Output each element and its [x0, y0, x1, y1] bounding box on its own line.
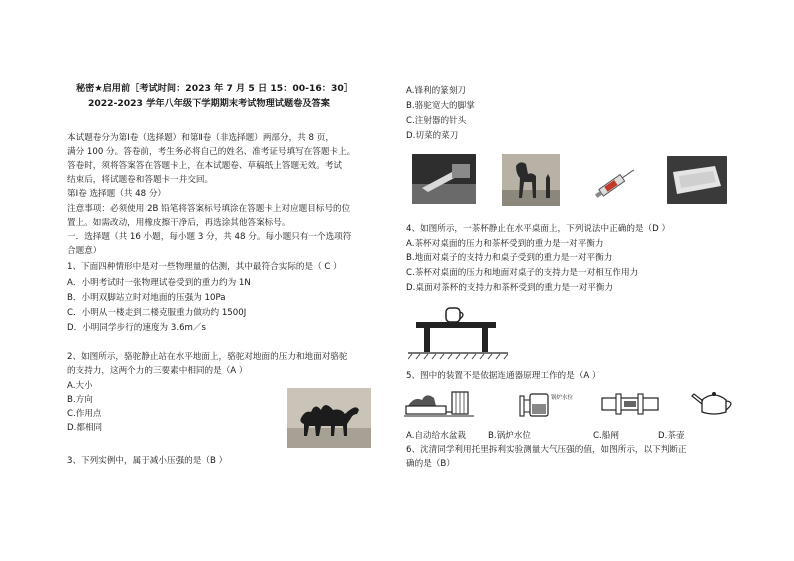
q1-option-c: C．小明从一楼走到二楼克服重力做功约 1500J [67, 308, 247, 318]
teacup-on-table-figure [408, 302, 508, 360]
q5-option-b: B.锅炉水位 [488, 431, 532, 441]
intro-line: 答卷时，须将答案答在答题卡上，在本试题卷、草稿纸上答题无效。考试 [67, 161, 343, 171]
q6-stem: 6、沈清同学利用托里拆利实验测量大气压强的值，如图所示，以下判断正 [406, 445, 687, 455]
q5-option-a: A.自动给水盆栽 [406, 431, 467, 441]
q6-stem: 确的是（B） [406, 459, 455, 469]
ship-lock-figure [600, 390, 660, 418]
q2-option-c: C.作用点 [67, 409, 102, 419]
q1-stem: 1、下面四种情形中是对一些物理量的估测，其中最符合实际的是（ C ） [67, 262, 342, 272]
carving-knife-photo [412, 154, 476, 204]
q1-option-b: B．小明双脚站立时对地面的压强为 10Pa [67, 293, 226, 303]
q4-stem: 4、如图所示，一茶杯静止在水平桌面上，下列说法中正确的是（D ） [406, 224, 671, 234]
section-note: 一．选择题（共 16 小题，每小题 3 分，共 48 分。每小题只有一个选项符 [67, 232, 352, 242]
q3-option-b: B.骆驼宽大的脚掌 [406, 101, 475, 111]
syringe-photo [590, 160, 640, 206]
q2-option-d: D.都相同 [67, 423, 103, 433]
q4-option-d: D.桌面对茶杯的支持力和茶杯受到的重力是一对平衡力 [406, 283, 614, 293]
q3-option-a: A.锋利的篆刻刀 [406, 86, 467, 96]
kitchen-knife-photo [667, 156, 727, 204]
q1-option-a: A．小明考试时一张物理试卷受到的重力约为 1N [67, 278, 251, 288]
q2-option-a: A.大小 [67, 381, 93, 391]
intro-line: 满分 100 分。答卷前，考生务必将自己的姓名、准考证号填写在答题卡上。 [67, 147, 356, 157]
exam-secret-time-line: 秘密★启用前［考试时间：2023 年 7 月 5 日 15：00-16：30］ [76, 83, 353, 94]
q2-stem: 2、如图所示，骆驼静止站在水平地面上，骆驼对地面的压力和地面对骆驼 [67, 352, 348, 362]
section-note: 置上。如需改动，用橡皮擦干净后，再选涂其他答案标号。 [67, 218, 291, 228]
q4-option-b: B.地面对桌子的支持力和桌子受到的重力是一对平衡力 [406, 253, 613, 263]
q3-option-d: D.切菜的菜刀 [406, 131, 459, 141]
teapot-figure [690, 388, 740, 418]
section-title: 第Ⅰ卷 选择题（共 48 分） [67, 189, 167, 199]
q2-option-b: B.方向 [67, 395, 93, 405]
q5-stem: 5、图中的装置不是依据连通器原理工作的是（A ） [406, 371, 601, 381]
q4-option-c: C.茶杯对桌面的压力和地面对桌子的支持力是一对相互作用力 [406, 268, 639, 278]
exam-title: 2022-2023 学年八年级下学期期末考试物理试题卷及答案 [88, 98, 330, 109]
intro-line: 结束后，将试题卷和答题卡一并交回。 [67, 175, 214, 185]
camel-feet-photo [502, 154, 560, 206]
q2-stem: 的支持力，这两个力的三要素中相同的是（A ） [67, 366, 248, 376]
auto-water-planter-figure [404, 388, 476, 420]
q5-option-c: C.船闸 [593, 431, 619, 441]
q5-option-d: D.茶壶 [658, 431, 685, 441]
q3-stem: 3、下列实例中，属于减小压强的是（B ） [67, 456, 228, 466]
section-note: 注意事项：必须使用 2B 铅笔将答案标号填涂在答题卡上对应题目标号的位 [67, 204, 351, 214]
intro-line: 本试题卷分为第Ⅰ卷（选择题）和第Ⅱ卷（非选择题）两部分，共 8 页， [67, 133, 334, 143]
section-note: 合题意） [67, 246, 102, 256]
q3-option-c: C.注射器的针头 [406, 116, 467, 126]
camel-photo [287, 388, 371, 448]
q4-option-a: A.茶杯对桌面的压力和茶杯受到的重力是一对平衡力 [406, 239, 604, 249]
q1-option-d: D．小明同学步行的速度为 3.6m／s [67, 323, 206, 333]
boiler-label: 锅炉水位 [551, 395, 574, 401]
